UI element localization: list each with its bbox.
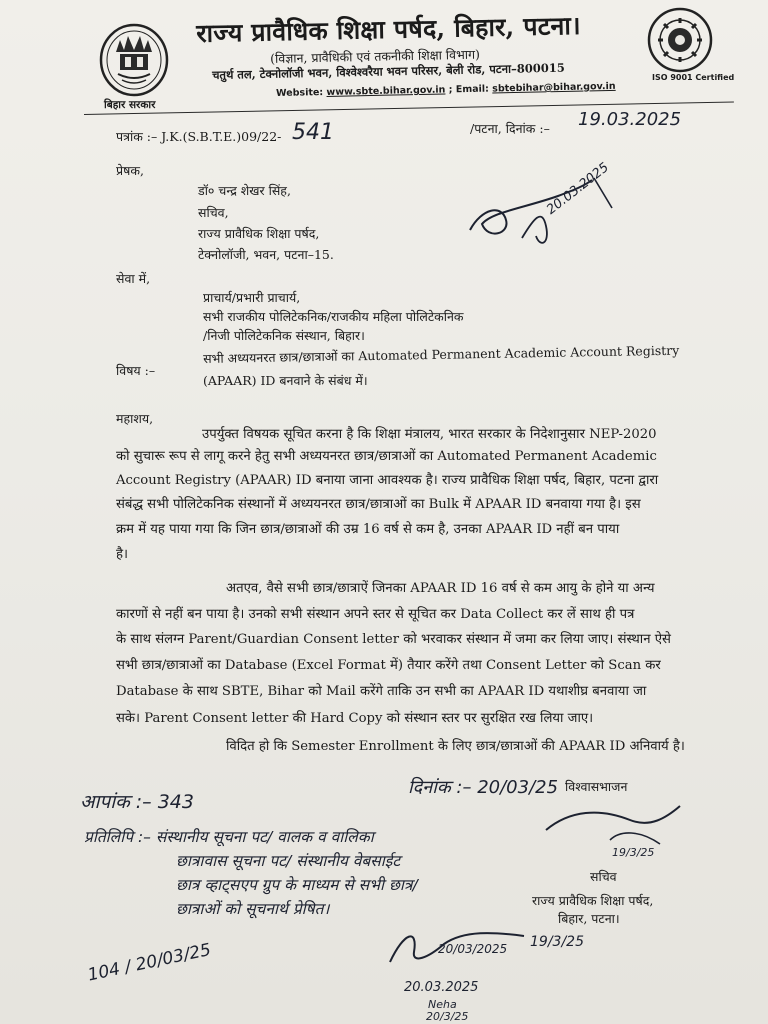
patrank-number: 541 <box>292 120 334 145</box>
pratilipi-line: छात्र व्हाट्सएप ग्रुप के माध्यम से सभी छात्र/ <box>176 876 418 894</box>
receipt-line: 20/3/25 <box>426 1010 469 1023</box>
sender-label: प्रेषक, <box>116 163 144 178</box>
handwritten-dinank: दिनांक :– 20/03/25 <box>408 777 559 798</box>
secretary-signature-mark <box>540 800 690 870</box>
closing-org: राज्य प्रावैधिक शिक्षा पर्षद, <box>532 893 654 908</box>
signature-date-top: 20.03.2025 <box>544 160 612 218</box>
signature-mark-top <box>462 168 632 258</box>
paragraph-line: कारणों से नहीं बन पाया है। उनको सभी संस्थान अपने स्तर से सूचित कर Data Collect कर लें साथ ही पत्र <box>116 607 635 622</box>
paragraph-line: विदित हो कि Semester Enrollment के लिए छात्र/छात्राओं की APAAR ID अनिवार्य है। <box>226 739 685 754</box>
subject-label: विषय :– <box>116 363 156 378</box>
place-date-label: /पटना, दिनांक :– <box>470 121 550 136</box>
paragraph-line: सभी छात्र/छात्राओं का Database (Excel Format में) तैयार करेंगे तथा Consent Letter को Scan कर <box>116 658 661 673</box>
sender-line: राज्य प्रावैधिक शिक्षा पर्षद, <box>198 226 320 241</box>
sender-line: टेक्नोलॉजी, भवन, पटना–15. <box>198 247 334 262</box>
website-label: Website: <box>276 87 324 99</box>
letter-date: 19.03.2025 <box>578 109 682 130</box>
paragraph-line: उपर्युक्त विषयक सूचित करना है कि शिक्षा मंत्रालय, भारत सरकार के निदेशानुसार NEP-2020 <box>202 427 657 442</box>
pratilipi-line: छात्राओं को सूचनार्थ प्रेषित। <box>176 900 330 918</box>
paragraph-line: है। <box>116 547 129 562</box>
paragraph-line: क्रम में यह पाया गया कि जिन छात्र/छात्राओं की उम्र 16 वर्ष से कम है, उनका APAAR ID नहीं बन पाया <box>116 522 620 537</box>
sender-line: सचिव, <box>198 205 229 220</box>
pratilipi-line: छात्रावास सूचना पट/ संस्थानीय वेबसाईट <box>176 852 401 870</box>
sbte-seal-icon <box>646 6 714 74</box>
paragraph-line: अतएव, वैसे सभी छात्र/छात्राऐं जिनका APAAR ID 16 वर्ष से कम आयु के होने या अन्य <box>226 581 655 596</box>
bihar-emblem-icon <box>98 22 170 98</box>
paragraph-line: सके। Parent Consent letter की Hard Copy को संस्थान स्तर पर सुरक्षित रख लिया जाए। <box>116 711 594 726</box>
recipient-line: सभी राजकीय पोलिटेकनिक/राजकीय महिला पोलिटेकनिक <box>203 309 464 324</box>
iso-caption: ISO 9001 Certified <box>652 73 735 82</box>
emblem-caption: बिहार सरकार <box>104 99 156 111</box>
closing-designation: सचिव <box>590 869 617 884</box>
receipt-line: Neha <box>428 998 457 1011</box>
patrank-label: पत्रांक :– J.K.(S.B.T.E.)09/22- <box>116 129 282 144</box>
closing-place: बिहार, पटना। <box>558 911 620 926</box>
website-link[interactable]: www.sbte.bihar.gov.in <box>326 84 446 98</box>
org-title: राज्य प्रावैधिक शिक्षा पर्षद, बिहार, पटना। <box>196 10 582 48</box>
margin-note: 104 / 20/03/25 <box>86 939 213 986</box>
salutation: महाशय, <box>116 411 154 426</box>
org-subtitle: (विज्ञान, प्रावैधिकी एवं तकनीकी शिक्षा विभाग) <box>270 46 481 66</box>
sender-line: डॉ० चन्द्र शेखर सिंह, <box>198 183 291 198</box>
signoff-date: 19/3/25 <box>530 934 584 950</box>
recipient-line: प्राचार्य/प्रभारी प्राचार्य, <box>203 290 301 305</box>
pratilipi-line: प्रतिलिपि :– संस्थानीय सूचना पट/ वालक व वालिका <box>84 828 374 846</box>
org-contact: Website: www.sbte.bihar.gov.in ; Email: sbtebihar@bihar.gov.in <box>276 80 616 99</box>
paragraph-line: Account Registry (APAAR) ID बनाया जाना आवश्यक है। राज्य प्रावैधिक शिक्षा पर्षद, बिहार, पटना द्वारा <box>116 473 659 488</box>
paragraph-line: के साथ संलग्न Parent/Guardian Consent letter को भरवाकर संस्थान में जमा कर लिया जाए। संस्थान ऐसे <box>116 632 671 647</box>
subject-line: सभी अध्ययनरत छात्र/छात्राओं का Automated Permanent Academic Account Registry <box>203 342 680 366</box>
paragraph-line: संबंद्ध सभी पोलिटेकनिक संस्थानों में अध्ययनरत छात्र/छात्राओं का Bulk में APAAR ID बनवाया गया है। इस <box>116 497 641 512</box>
recipient-line: /निजी पोलिटेकनिक संस्थान, बिहार। <box>203 328 365 343</box>
org-address: चतुर्थ तल, टेक्नोलॉजी भवन, विश्वेश्वरैया भवन परिसर, बेली रोड, पटना–800015 <box>212 60 565 82</box>
receipt-line: 20.03.2025 <box>404 980 479 995</box>
closing-date-mark: 19/3/25 <box>612 846 655 859</box>
recipient-label: सेवा में, <box>116 271 151 286</box>
handwritten-apank: आपांक :– 343 <box>80 791 194 813</box>
email-label: Email: <box>455 83 490 96</box>
paragraph-line: को सुचारू रूप से लागू करने हेतु सभी अध्ययनरत छात्र/छात्राओं का Automated Permanent Academic <box>116 449 657 464</box>
subject-line: (APAAR) ID बनवाने के संबंध में। <box>203 373 368 388</box>
paragraph-line: Database के साथ SBTE, Bihar को Mail करेंगे ताकि उन सभी का APAAR ID यथाशीघ्र बनवाया जा <box>116 684 647 699</box>
email-link[interactable]: sbtebihar@bihar.gov.in <box>492 80 616 95</box>
closing-vishwas: विश्वासभाजन <box>565 779 628 794</box>
receipt-line: 20/03/2025 <box>438 942 508 956</box>
